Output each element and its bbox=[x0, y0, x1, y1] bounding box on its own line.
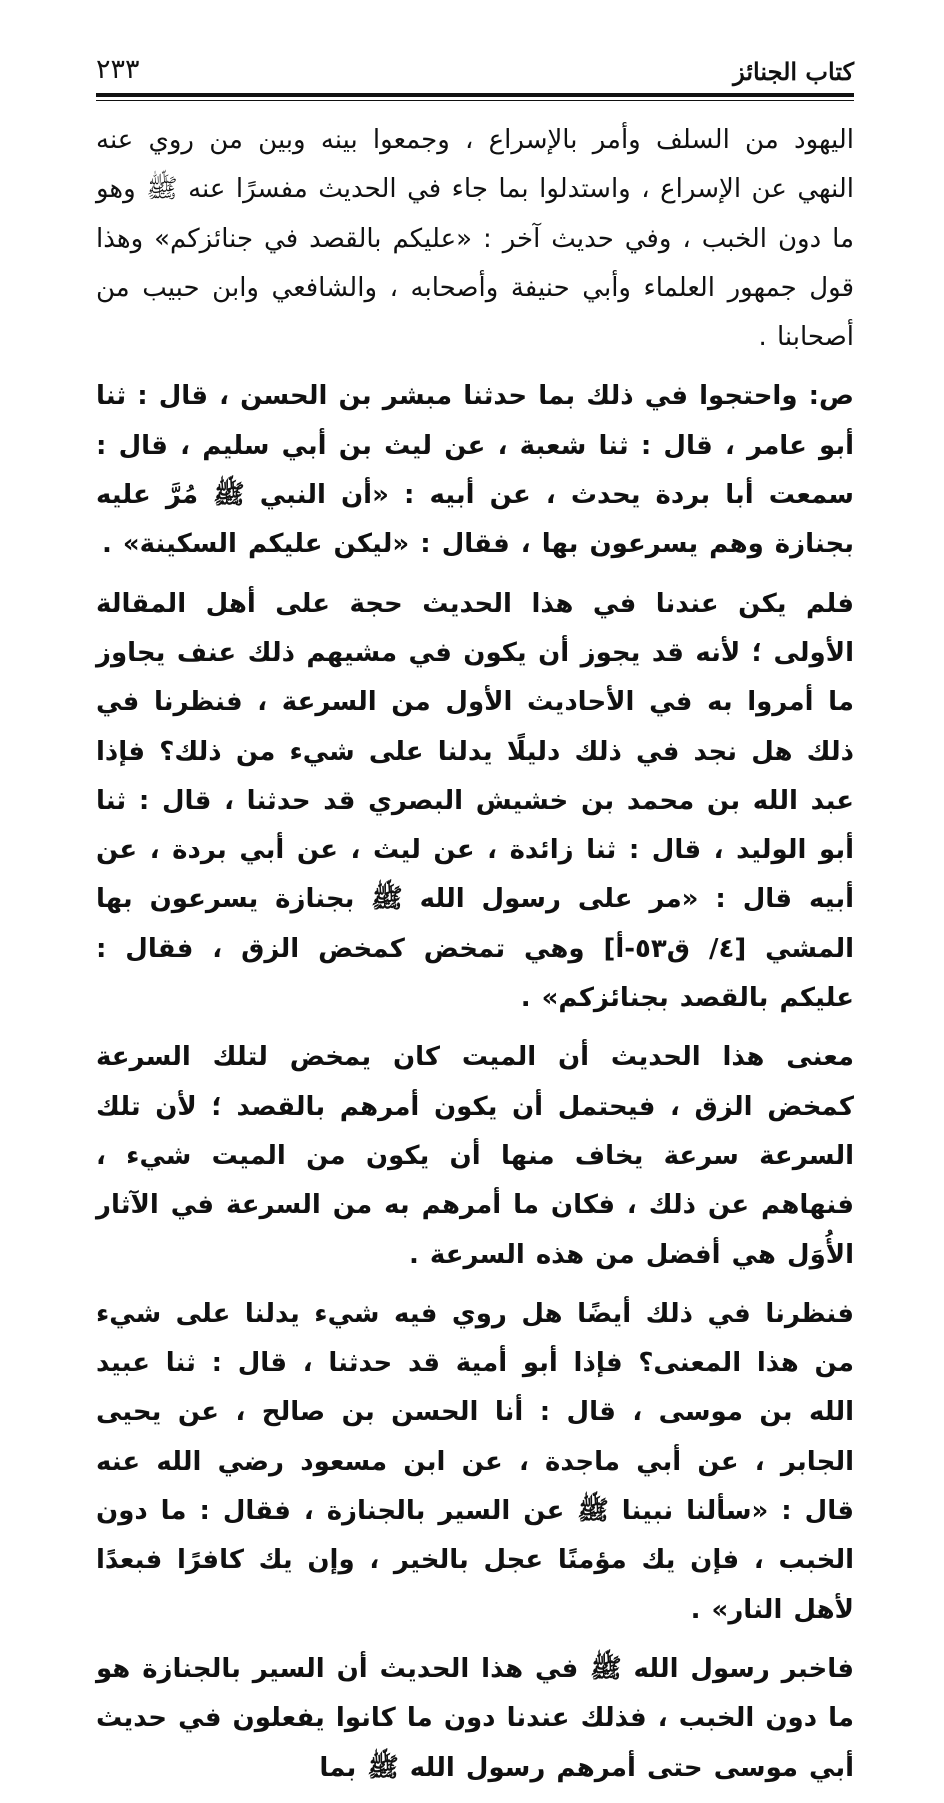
page-number: ٢٣٣ bbox=[96, 54, 140, 85]
paragraph-6: فاخبر رسول الله ﷺ في هذا الحديث أن السير بالجنازة هو ما دون الخبب ، فذلك عندنا دون ما كانوا يفعلون في حديث أبي موسى حتى أمرهم رسول الله ﷺ بما bbox=[96, 1653, 854, 1783]
sad-marker: ص: bbox=[808, 381, 854, 412]
page-header bbox=[96, 52, 854, 96]
paragraph-2-text: واحتجوا في ذلك بما حدثنا مبشر بن الحسن ، قال : ثنا أبو عامر ، قال : ثنا شعبة ، عن ليث بن أبي سليم ، قال : سمعت أبا بردة يحدث ، عن أبيه : «أن النبي ﷺ مُرَّ عليه بجنازة وهم يسرعون بها ، فقال : «ليكن عليكم السكينة» . bbox=[96, 381, 854, 560]
paragraph-3: فلم يكن عندنا في هذا الحديث حجة على أهل المقالة الأولى ؛ لأنه قد يجوز أن يكون في مشيهم ذلك عنف يجاوز ما أمروا به في الأحاديث الأول من السرعة ، فنظرنا في ذلك هل نجد في ذلك دليلًا يدلنا على شيء من ذلك؟ فإذا عبد الله بن محمد بن خشيش البصري قد حدثنا ، قال : ثنا أبو الوليد ، قال : ثنا زائدة ، عن ليث ، عن أبي بردة ، عن أبيه قال : «مر على رسول الله ﷺ بجنازة يسرعون بها المشي [٤/ ق٥٣-أ] وهي تمخض كمخض الزق ، فقال : عليكم بالقصد بجنائزكم» . bbox=[96, 588, 854, 1014]
header-rule-thick bbox=[96, 93, 854, 97]
paragraph-1: اليهود من السلف وأمر بالإسراع ، وجمعوا بينه وبين من روي عنه النهي عن الإسراع ، واستدلوا بما جاء في الحديث مفسرًا عنه ﷺ وهو ما دون الخبب ، وفي حديث آخر : «عليكم بالقصد في جنائزكم» وهذا قول جمهور العلماء وأبي حنيفة وأصحابه ، والشافعي وابن حبيب من أصحابنا . bbox=[96, 125, 854, 353]
chapter-title: كتاب الجنائز bbox=[733, 57, 854, 86]
header-rule-thin bbox=[96, 100, 854, 101]
paragraph-2 bbox=[96, 372, 854, 569]
paragraph-5: فنظرنا في ذلك أيضًا هل روي فيه شيء يدلنا على شيء من هذا المعنى؟ فإذا أبو أمية قد حدثنا ، قال : ثنا عبيد الله بن موسى ، قال : أنا الحسن بن صالح ، عن يحيى الجابر ، عن أبي ماجدة ، عن ابن مسعود رضي الله عنه قال : «سألنا نبينا ﷺ عن السير بالجنازة ، فقال : ما دون الخبب ، فإن يك مؤمنًا عجل بالخير ، وإن يك كافرًا فبعدًا لأهل النار» . bbox=[96, 1298, 854, 1625]
paragraph-4: معنى هذا الحديث أن الميت كان يمخض لتلك السرعة كمخض الزق ، فيحتمل أن يكون أمرهم بالقصد ؛ لأن تلك السرعة سرعة يخاف منها أن يكون من الميت شيء ، فنهاهم عن ذلك ، فكان ما أمرهم به من السرعة في الآثار الأُوَل هي أفضل من هذه السرعة . bbox=[96, 1042, 854, 1270]
page-body bbox=[96, 116, 854, 1803]
